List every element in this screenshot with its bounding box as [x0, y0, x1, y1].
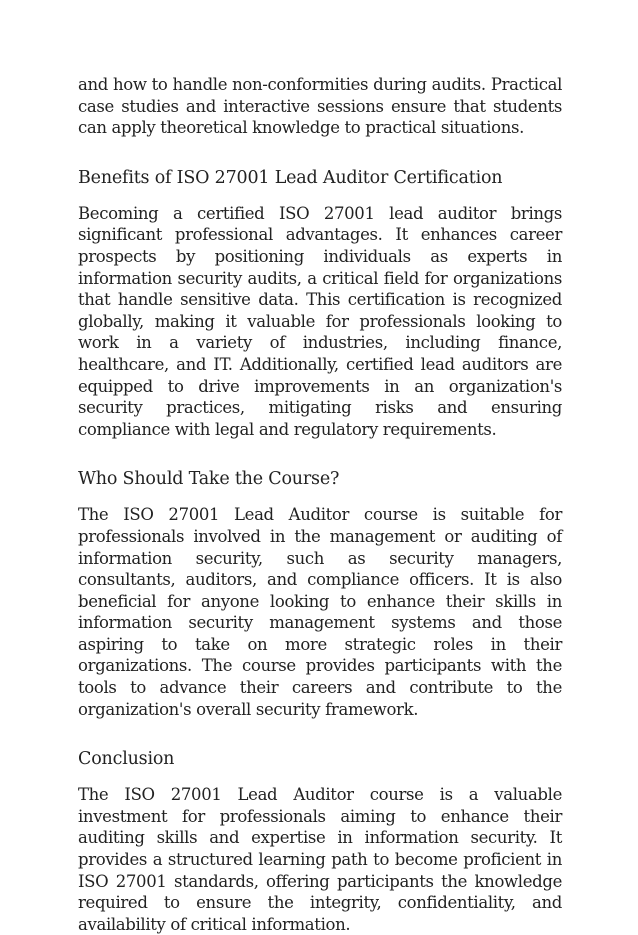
intro-paragraph: and how to handle non-conformities during audits. Practical case studies and interactive sessions ensure that students can apply theoretical knowledge to practical situations. [78, 75, 562, 138]
document-page [78, 74, 562, 935]
audience-paragraph: The ISO 27001 Lead Auditor course is suitable for professionals involved in the management or auditing of information security, such as security managers, consultants, auditors, and compliance officers. It is also beneficial for anyone looking to enhance their skills in information security management systems and those aspiring to take on more strategic roles in their organizations. The course provides participants with the tools to advance their careers and contribute to the organization's overall security framework. [78, 505, 562, 719]
benefits-heading: Benefits of ISO 27001 Lead Auditor Certification [78, 167, 503, 188]
conclusion-paragraph: The ISO 27001 Lead Auditor course is a valuable investment for professionals aiming to enhance their auditing skills and expertise in information security. It provides a structured learning path to become proficient in ISO 27001 standards, offering participants the knowledge required to ensure the integrity, confidentiality, and availability of critical information. [78, 785, 562, 934]
benefits-paragraph: Becoming a certified ISO 27001 lead auditor brings significant professional advantages. It enhances career prospects by positioning individuals as experts in information security audits, a critical field for organizations that handle sensitive data. This certification is recognized globally, making it valuable for professionals looking to work in a variety of industries, including finance, healthcare, and IT. Additionally, certified lead auditors are equipped to drive improvements in an organization's security practices, mitigating risks and ensuring compliance with legal and regulatory requirements. [78, 203, 562, 439]
audience-heading: Who Should Take the Course? [78, 469, 340, 490]
conclusion-heading: Conclusion [78, 749, 175, 770]
